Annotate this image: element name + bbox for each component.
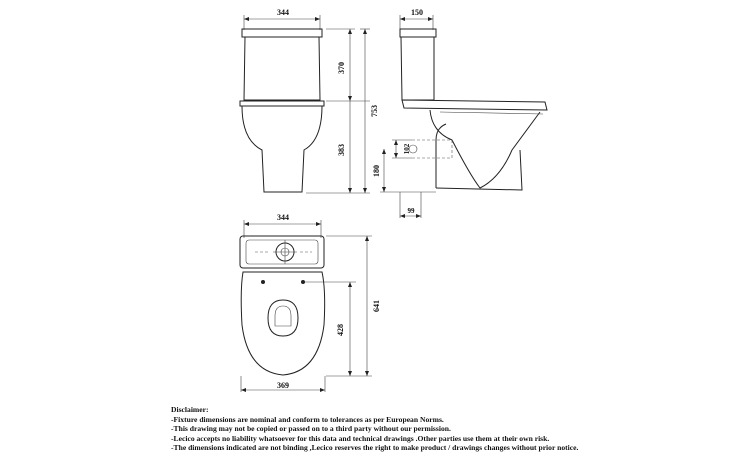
front-view: [240, 8, 379, 193]
side-rim: [402, 100, 547, 110]
inlet-height-label: 102: [403, 143, 411, 155]
cistern-lid: [242, 29, 322, 37]
total-height-label: 753: [370, 105, 379, 117]
disclaimer-line: -Lecico accepts no liability whatsoever for this data and technical drawings .Other parties use them at their own risk.: [171, 433, 550, 443]
side-view: [372, 8, 547, 218]
disclaimer-line: -The dimensions indicated are not binding ,Lecico reserves the right to make product / drawings changes without prior notice.: [171, 443, 579, 453]
outlet-height-label: 180: [372, 165, 381, 177]
outlet-pipe: [412, 140, 452, 158]
seat-depth-label: 428: [336, 324, 345, 336]
tank-height-label: 370: [337, 62, 346, 74]
side-cistern-lid: [400, 29, 436, 37]
side-bowl: [430, 110, 540, 188]
side-depth-label: 150: [411, 8, 423, 17]
pan-height-label: 383: [337, 144, 346, 156]
disclaimer-line: -This drawing may not be copied or passed on to a third party without our permission.: [171, 424, 451, 434]
bowl-width-label: 369: [277, 381, 289, 390]
disclaimer: [171, 405, 631, 453]
front-width-label: 344: [277, 8, 289, 17]
side-cistern-body: [401, 37, 434, 100]
pan-bowl: [242, 106, 322, 192]
pan-rim: [240, 101, 324, 106]
cistern-body: [244, 37, 320, 100]
outlet-offset-label: 99: [407, 207, 415, 215]
top-width-label: 344: [277, 213, 289, 222]
disclaimer-title: Disclaimer:: [171, 405, 209, 414]
top-bowl: [241, 272, 324, 375]
bowl-opening: [268, 300, 298, 336]
total-depth-label: 641: [372, 300, 381, 312]
top-view: [240, 213, 381, 392]
disclaimer-line: -Fixture dimensions are nominal and conform to tolerances as per European Norms.: [171, 414, 444, 424]
